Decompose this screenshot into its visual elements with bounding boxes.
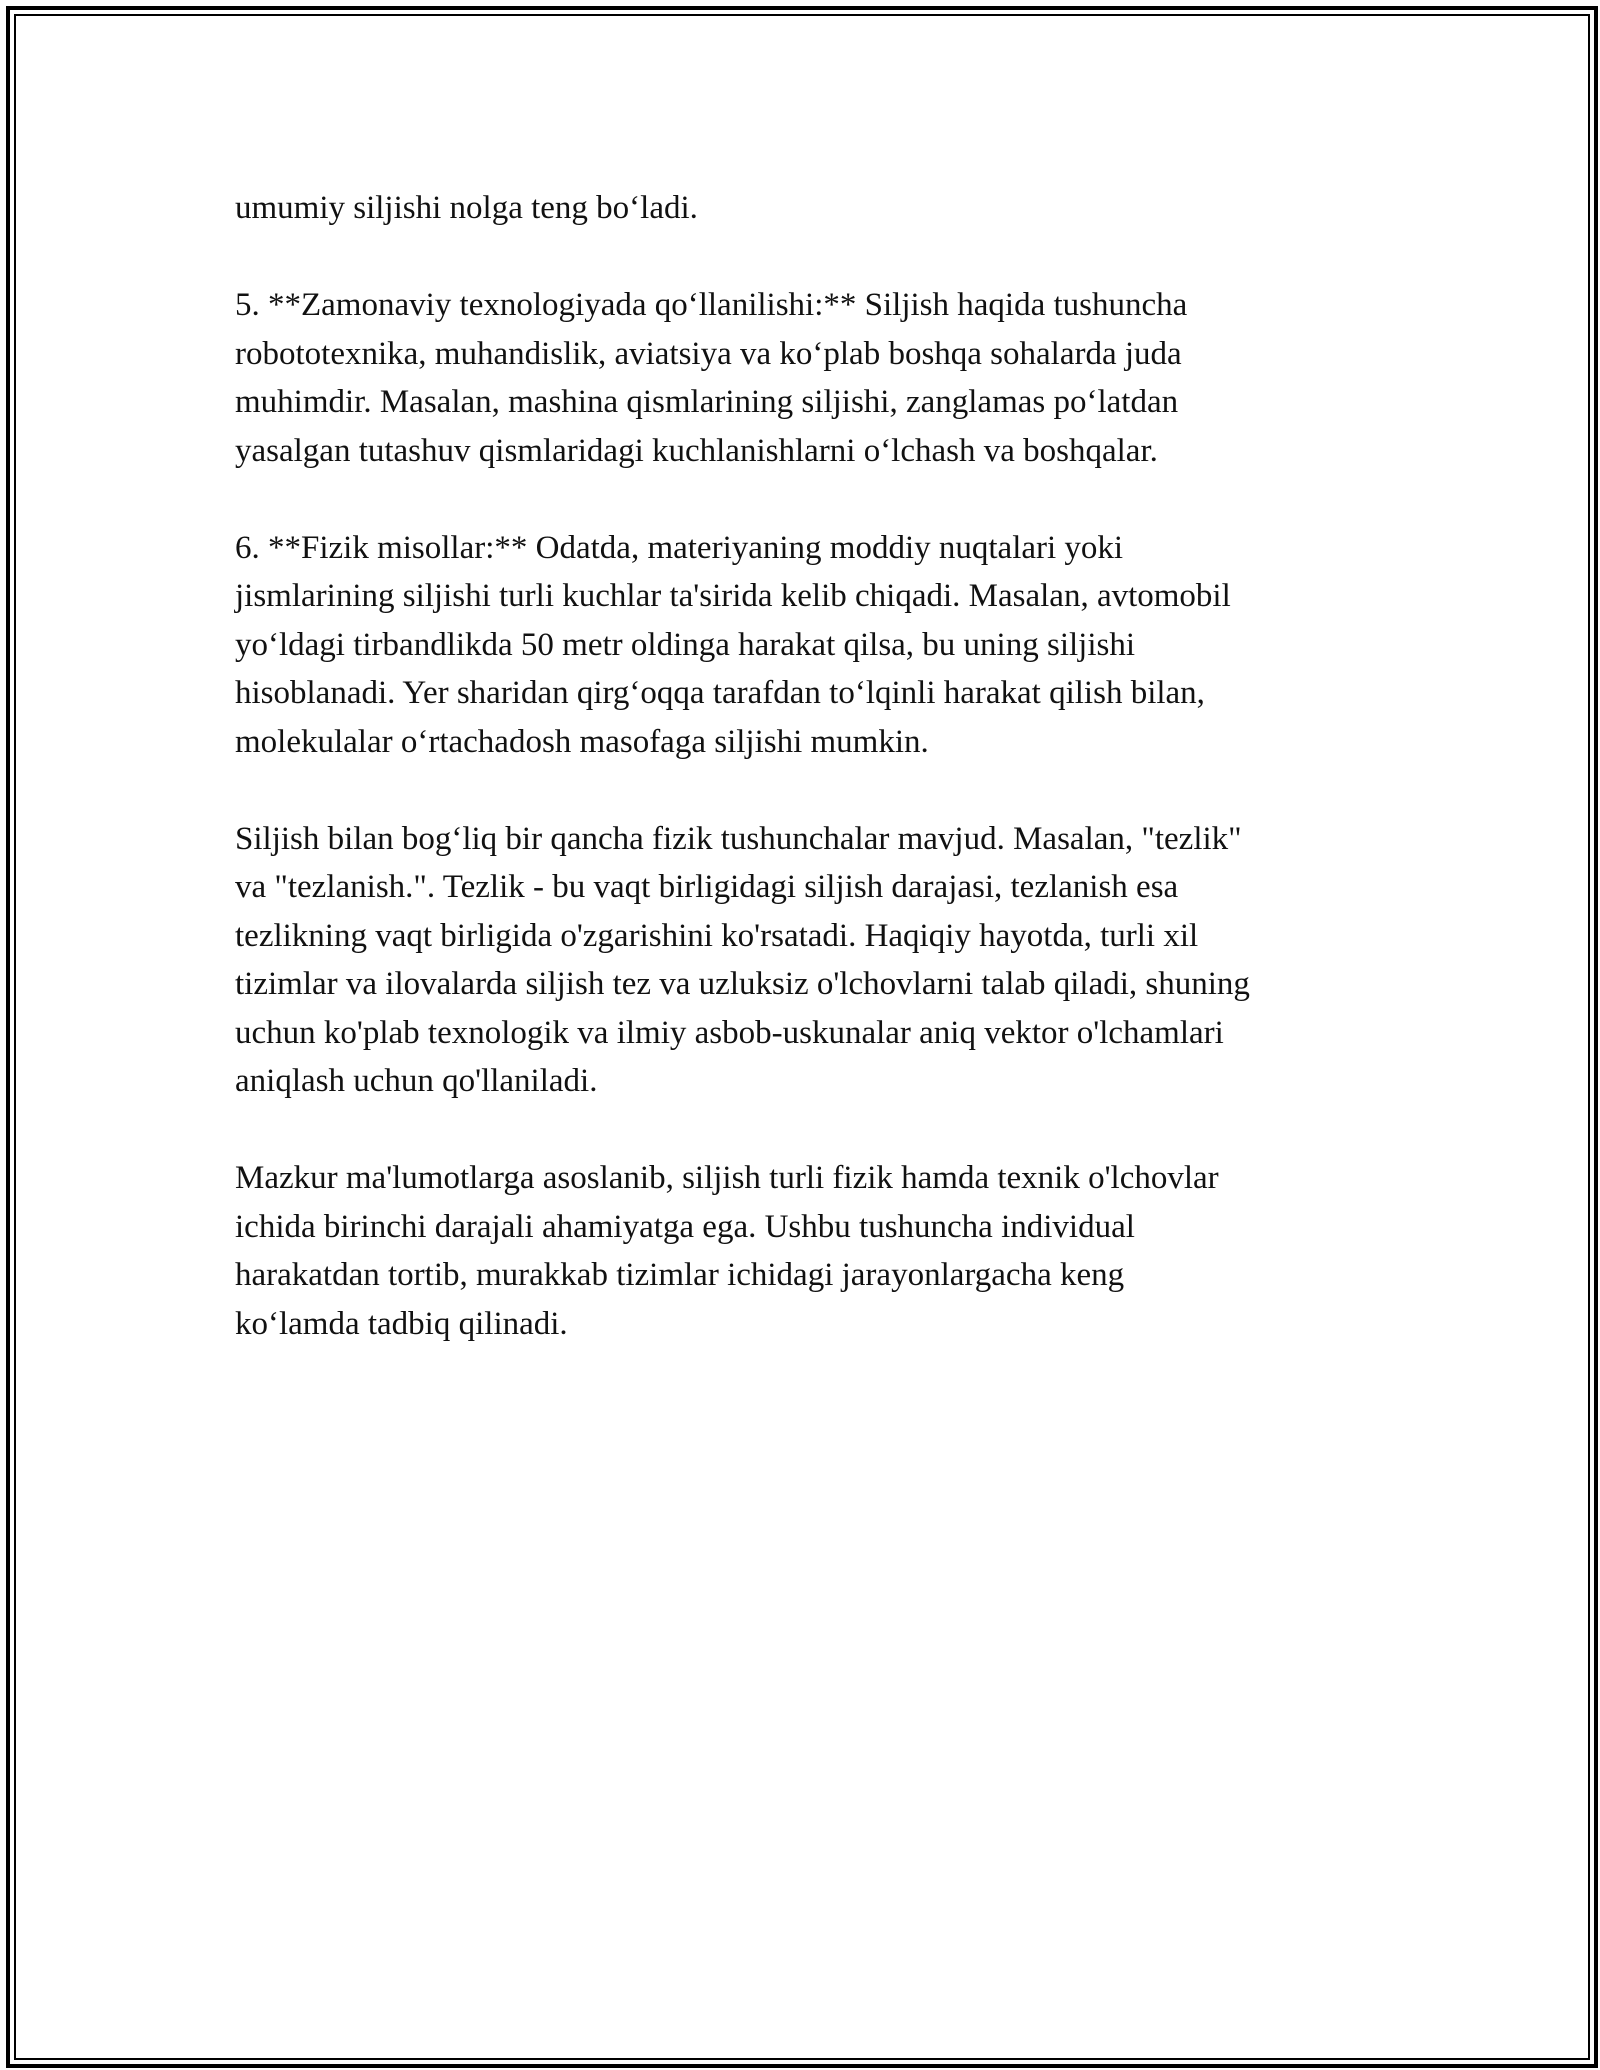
text-line: robototexnika, muhandislik, aviatsiya va ko‘plab boshqa sohalarda juda [235,335,1182,372]
text-line: hisoblanadi. Yer sharidan qirg‘oqqa tarafdan to‘lqinli harakat qilish bilan, [235,675,1205,711]
paragraph-related-concepts [235,815,1375,1106]
text-line: jismlarining siljishi turli kuchlar ta'sirida kelib chiqadi. Masalan, avtomobil [235,578,1231,614]
text-line: 6. **Fizik misollar:** Odatda, materiyaning moddiy nuqtalari yoki [235,529,1124,566]
text-line: tezlikning vaqt birligida o'zgarishini ko'rsatadi. Haqiqiy hayotda, turli xil [235,917,1199,954]
paragraph-continuation [235,184,1375,233]
text-line: ko‘lamda tadbiq qilinadi. [235,1305,568,1342]
document-body [235,184,1375,1397]
text-line: umumiy siljishi nolga teng bo‘ladi. [235,190,698,226]
text-line: yasalgan tutashuv qismlaridagi kuchlanishlarni o‘lchash va boshqalar. [235,432,1158,469]
text-line: aniqlash uchun qo'llaniladi. [235,1063,598,1099]
text-line: tizimlar va ilovalarda siljish tez va uzluksiz o'lchovlarni talab qiladi, shuning [235,966,1250,1002]
paragraph-item-6 [235,524,1375,767]
text-line: uchun ko'plab texnologik va ilmiy asbob-uskunalar aniq vektor o'lchamlari [235,1014,1224,1051]
text-line: yo‘ldagi tirbandlikda 50 metr oldinga harakat qilsa, bu uning siljishi [235,626,1136,663]
paragraph-conclusion [235,1154,1375,1348]
paragraph-item-5 [235,281,1375,475]
text-line: Siljish bilan bog‘liq bir qancha fizik tushunchalar mavjud. Masalan, "tezlik" [235,820,1242,857]
text-line: 5. **Zamonaviy texnologiyada qo‘llanilishi:** Siljish haqida tushuncha [235,287,1188,323]
text-line: ichida birinchi darajali ahamiyatga ega. Ushbu tushuncha individual [235,1208,1135,1245]
text-line: va "tezlanish.". Tezlik - bu vaqt birligidagi siljish darajasi, tezlanish esa [235,869,1179,905]
text-line: molekulalar o‘rtachadosh masofaga siljishi mumkin. [235,723,929,760]
text-line: Mazkur ma'lumotlarga asoslanib, siljish turli fizik hamda texnik o'lchovlar [235,1160,1219,1196]
text-line: muhimdir. Masalan, mashina qismlarining siljishi, zanglamas po‘latdan [235,384,1179,420]
text-line: harakatdan tortib, murakkab tizimlar ichidagi jarayonlargacha keng [235,1257,1125,1293]
